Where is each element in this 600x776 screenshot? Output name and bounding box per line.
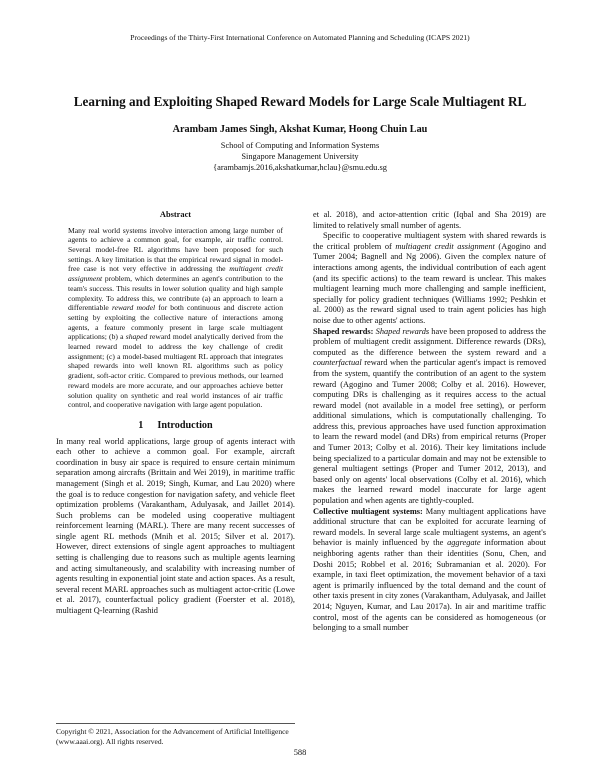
collective-paragraph: Collective multiagent systems: Many multiagent applications have additional structure that can be exploited for accurate learning of reward models. In several large scale multiagent systems, an agent's behavior is mainly influenced by the aggregate information about neighboring agents rather than their identities (Sonu, Chen, and Doshi 2015; Robbel et al. 2016; Subramanian et al. 2020). For example, in taxi fleet optimization, the movement behavior of a taxi agent is primarily influenced by the total demand and the count of other taxis present in city zones (Varakantham, Adulyasak, and Jaillet 2014; Nguyen, Kumar, and Lau 2017a). In air and maritime traffic control, most of the agents can be considered as homogeneous (or belonging to a small number — [313, 506, 546, 633]
paper-title: Learning and Exploiting Shaped Reward Models for Large Scale Multiagent RL — [73, 94, 527, 109]
section-title: Introduction — [157, 419, 213, 431]
collective-heading: Collective multiagent systems: — [313, 506, 423, 516]
affiliation-block — [40, 140, 560, 173]
shaped-rewards-heading: Shaped rewards: — [313, 326, 374, 336]
page-number: 588 — [293, 748, 307, 757]
author-list: Arambam James Singh, Akshat Kumar, Hoong Chuin Lau — [172, 124, 428, 135]
affiliation-university: Singapore Management University — [241, 152, 359, 161]
left-column — [56, 210, 295, 617]
proceedings-header: Proceedings of the Thirty-First International Conference on Automated Planning and Scheduling (ICAPS 2021) — [130, 33, 470, 42]
abstract-heading: Abstract — [159, 210, 192, 219]
copyright-notice: Copyright © 2021, Association for the Advancement of Artificial Intelligence (www.aaai.org). All rights reserved. — [56, 723, 295, 746]
abstract-text: Many real world systems involve interaction among large number of agents to achieve a common goal, for example, air traffic control. Several model-free RL algorithms have been proposed for such settings. A key limitation is that the empirical reward signal in model-free case is not very effective in addressing the multiagent credit assignment problem, which determines an agent's contribution to the team's success. This results in lower solution quality and high sample complexity. To address this, we contribute (a) an approach to learn a differentiable reward model for both continuous and discrete action setting by exploiting the collective nature of interactions among agents, a feature commonly present in large scale multiagent applications; (b) a shaped reward model analytically derived from the learned reward model to address the key challenge of credit assignment; (c) a model-based multiagent RL approach that integrates shaped rewards into well known RL algorithms such as policy gradient, soft-actor critic. Compared to previous methods, our learned reward models are more accurate, and our approaches achieve better solution quality on synthetic and real world instances of air traffic control, and cooperative navigation with large agent population. — [68, 225, 283, 410]
affiliation-emails[interactable]: {arambamjs.2016,akshatkumar,hclau}@smu.edu.sg — [213, 163, 387, 172]
credit-assignment-paragraph: Specific to cooperative multiagent system with shared rewards is the critical problem of multiagent credit assignment (Agogino and Tumer 2004; Bagnell and Ng 2006). Given the complex nature of interactions among agents, the individual contribution of each agent (and its specific actions) to the team reward is unclear. This makes multiagent learning much more challenging and sample inefficient, specially for policy gradient techniques (Williams 1992; Peshkin et al. 2000) as the reward signal used to train agent policies has high noise due to other agents' actions. — [313, 231, 547, 325]
section-number: 1 — [138, 419, 144, 431]
intro-heading — [56, 421, 295, 432]
right-column — [313, 210, 546, 634]
shaped-rewards-paragraph: Shaped rewards: Shaped rewards have been proposed to address the problem of multiagent credit assignment. Difference rewards (DRs), computed as the difference between the system reward and a counterfactual reward when the particular agent's impact is removed from the system, quantify the contribution of an agent to the system reward (Agogino and Tumer 2008; Colby et al. 2016). However, computing DRs is challenging as it requires access to the actual reward model (not available in a model free setting), or perform additional simulations, which is computationally challenging. To address this, previous approaches have used function approximation to learn the reward model (and DRs) from empirical returns (Proper and Tumer 2013; Colby et al. 2016). Their key limitations include being specialized to a particular domain and may not be extensible to general multiagent settings (Proper and Tumer 2012, 2013), and based only on agents' local observations (Colby et al. 2016), which makes the learned reward model inaccurate for large agent population and when agents are tightly-coupled. — [313, 326, 546, 506]
intro-paragraph: In many real world applications, large group of agents interact with each other to achieve a common goal. For example, aircraft coordination in busy air space is required to ensure certain minimum separation among aircrafts (Brittain and Wei 2019), in maritime traffic management (Singh et al. 2019; Singh, Kumar, and Lau 2020) where the goal is to reduce congestion for navigation safety, and vehicle fleet optimization problems (Varakantham, Adulyasak, and Jaillet 2014). Such problems can be modeled using cooperative multiagent reinforcement learning (MARL). There are many recent successes of single agent RL methods (Mnih et al. 2015; Silver et al. 2017). However, direct extensions of single agent approaches to multiagent setting is challenging due to reasons such as multiple agents learning and acting simultaneously, and scalability with increasing number of agents resulting in exponential joint state and action spaces. As a result, several recent MARL approaches such as multiagent actor-critic (Lowe et al. 2017), counterfactual policy gradient (Foerster et al. 2018), multiagent Q-learning (Rashid — [56, 436, 295, 616]
affiliation-school: School of Computing and Information Systems — [220, 141, 380, 150]
right-paragraph-0: et al. 2018), and actor-attention critic (Iqbal and Sha 2019) are limited to relatively small number of agents. — [313, 210, 546, 230]
